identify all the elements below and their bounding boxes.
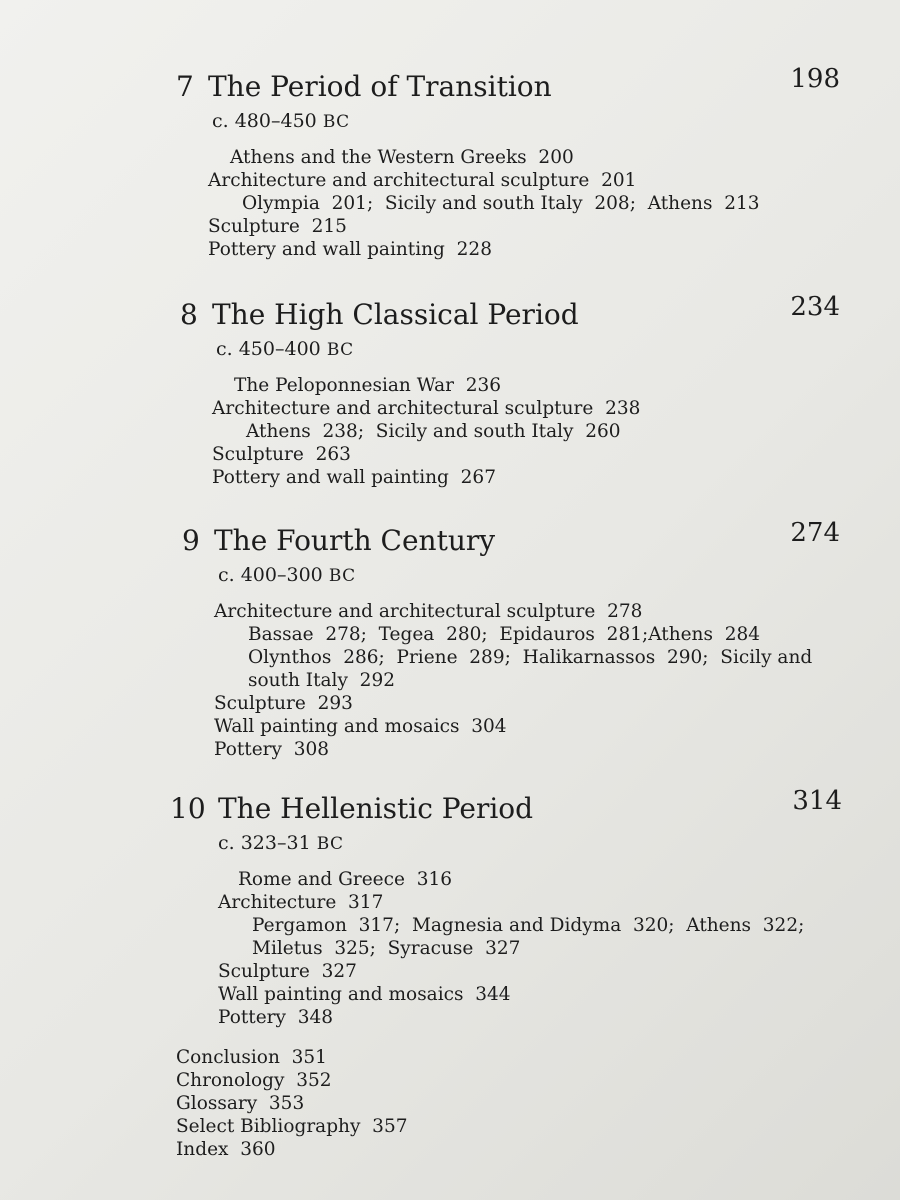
- chapter-date-range: [218, 832, 842, 854]
- toc-entry: Olympia 201; Sicily and south Italy 208; Athens 213: [242, 193, 760, 214]
- date-text: c. 480–450: [212, 110, 317, 132]
- toc-entry-chronology: Chronology 352: [176, 1070, 332, 1091]
- toc-entry: Olynthos 286; Priene 289; Halikarnassos 290; Sicily and: [248, 647, 813, 668]
- era-text: BC: [316, 834, 344, 854]
- chapter-title: The Period of Transition: [208, 70, 552, 103]
- toc-entry-conclusion: Conclusion 351: [176, 1047, 327, 1068]
- toc-entry: Pottery and wall painting 228: [208, 239, 492, 260]
- toc-entry: Rome and Greece 316: [238, 869, 453, 890]
- chapter-page-number: 274: [790, 518, 840, 548]
- era-text: BC: [326, 340, 354, 360]
- chapter-heading: [182, 518, 840, 564]
- toc-entry: Wall painting and mosaics 344: [218, 984, 511, 1005]
- toc-entry: Sculpture 263: [212, 444, 351, 465]
- back-matter: [176, 1046, 408, 1161]
- chapter-heading: [180, 292, 840, 338]
- chapter-page-number: 314: [792, 786, 842, 816]
- toc-entry: Sculpture 293: [214, 693, 353, 714]
- chapter-7: [176, 64, 840, 261]
- toc-entry: Architecture and architectural sculpture 238: [212, 398, 641, 419]
- toc-entry: south Italy 292: [248, 670, 395, 691]
- toc-entry: Architecture and architectural sculpture 201: [208, 170, 637, 191]
- chapter-9: [182, 518, 840, 761]
- toc-entry: Architecture 317: [218, 892, 384, 913]
- chapter-number: 9: [182, 524, 200, 557]
- toc-entry-bibliography: Select Bibliography 357: [176, 1116, 408, 1137]
- toc-entry: Wall painting and mosaics 304: [214, 716, 507, 737]
- toc-entry: Bassae 278; Tegea 280; Epidauros 281;Athens 284: [248, 624, 761, 645]
- era-text: BC: [328, 566, 356, 586]
- toc-entry: Sculpture 215: [208, 216, 347, 237]
- chapter-8: [180, 292, 840, 489]
- chapter-date-range: [218, 564, 840, 586]
- toc-entry: Athens 238; Sicily and south Italy 260: [246, 421, 621, 442]
- toc-entry: Athens and the Western Greeks 200: [230, 147, 574, 168]
- chapter-number: 8: [180, 298, 198, 331]
- toc-entry: The Peloponnesian War 236: [234, 375, 502, 396]
- toc-entry: Architecture and architectural sculpture 278: [214, 601, 643, 622]
- toc-entry-index: Index 360: [176, 1139, 276, 1160]
- chapter-title: The High Classical Period: [212, 298, 579, 331]
- toc-entry: Pergamon 317; Magnesia and Didyma 320; Athens 322;: [252, 915, 805, 936]
- toc-entry: Pottery and wall painting 267: [212, 467, 496, 488]
- date-text: c. 450–400: [216, 338, 321, 360]
- chapter-page-number: 198: [790, 64, 840, 94]
- chapter-heading: [176, 64, 840, 110]
- date-text: c. 400–300: [218, 564, 323, 586]
- chapter-title: The Hellenistic Period: [218, 792, 534, 825]
- chapter-heading: [170, 786, 842, 832]
- chapter-number: 10: [170, 792, 206, 825]
- era-text: BC: [322, 112, 350, 132]
- chapter-page-number: 234: [790, 292, 840, 322]
- chapter-date-range: [216, 338, 840, 360]
- toc-entry-glossary: Glossary 353: [176, 1093, 305, 1114]
- chapter-title: The Fourth Century: [214, 524, 496, 557]
- chapter-10: [170, 786, 842, 1029]
- chapter-date-range: [212, 110, 840, 132]
- toc-entry: Miletus 325; Syracuse 327: [252, 938, 521, 959]
- toc-entry: Pottery 308: [214, 739, 330, 760]
- toc-entry: Pottery 348: [218, 1007, 334, 1028]
- toc-entry: Sculpture 327: [218, 961, 357, 982]
- chapter-number: 7: [176, 70, 194, 103]
- date-text: c. 323–31: [218, 832, 311, 854]
